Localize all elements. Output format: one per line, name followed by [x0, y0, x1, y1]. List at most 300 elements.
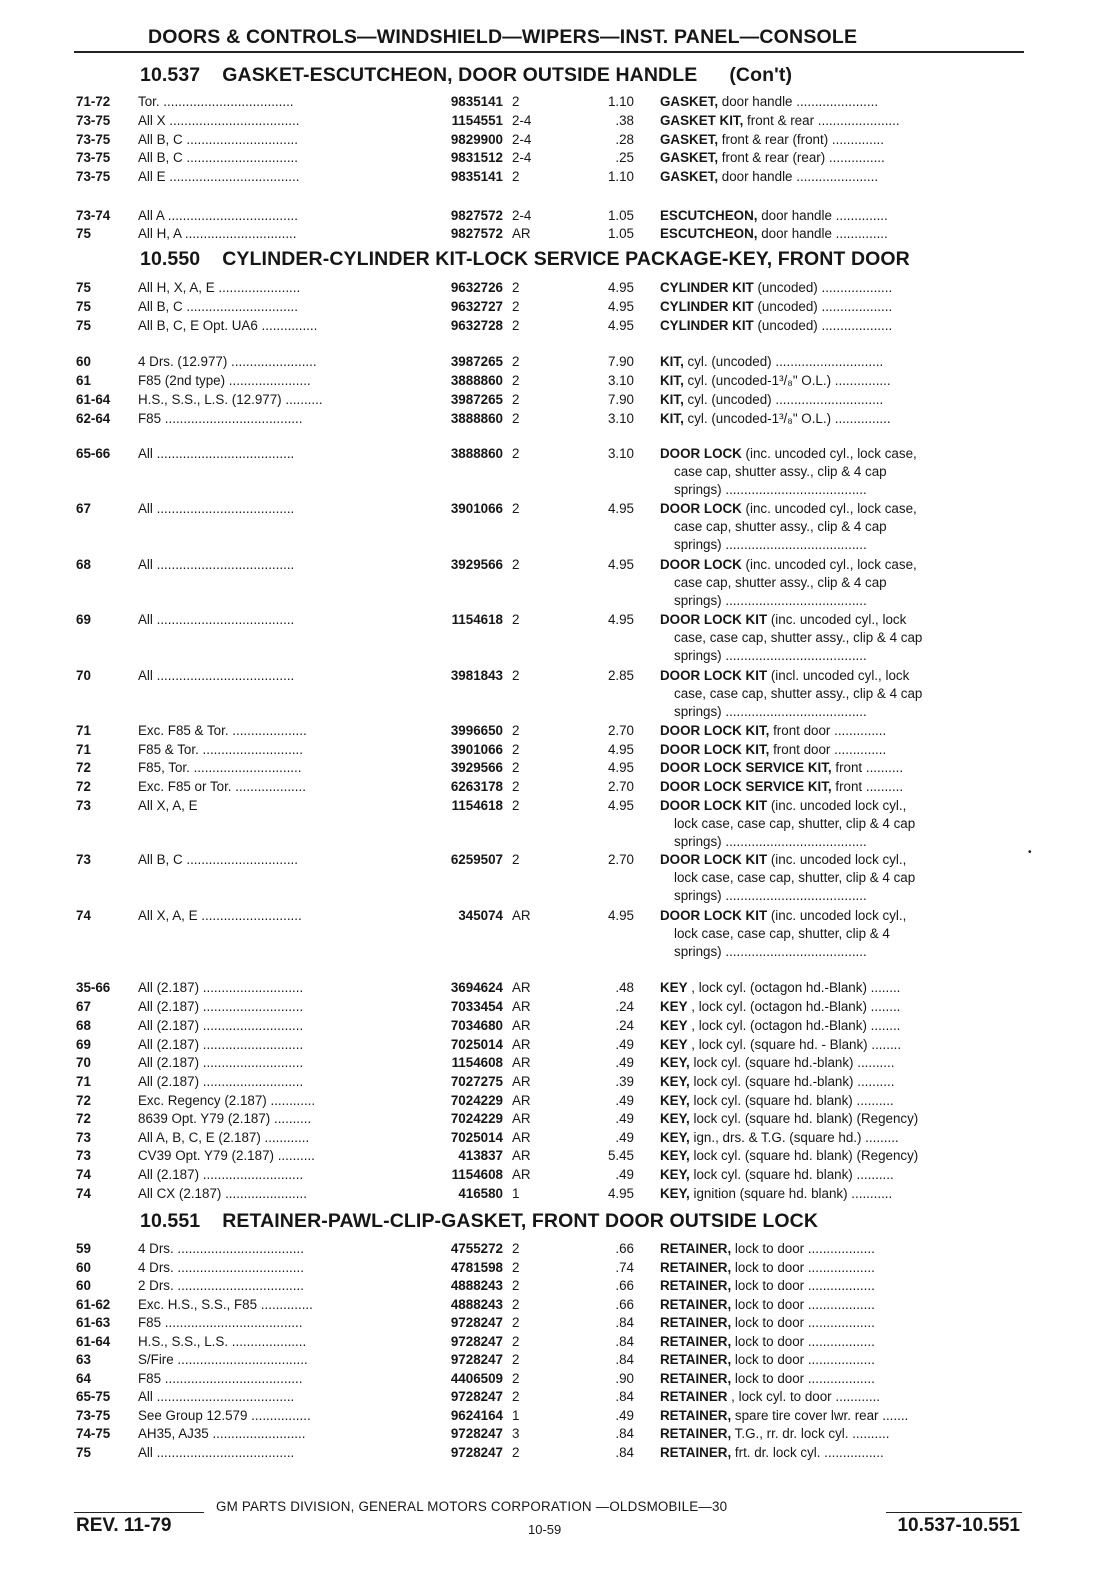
part-name: DOOR LOCK KIT [660, 798, 768, 813]
price-cell: 2.70 [607, 852, 634, 867]
part-detail: front door .............. [769, 742, 887, 757]
application-cell: Exc. H.S., S.S., F85 .............. [138, 1297, 313, 1312]
table-row [0, 499, 1100, 518]
quantity-cell: AR [512, 226, 531, 241]
part-detail: front .......... [831, 779, 904, 794]
description-continuation: springs) ...................................... [674, 648, 867, 663]
price-cell: 3.10 [607, 446, 634, 461]
part-name: KEY [660, 980, 688, 995]
price-cell: 4.95 [607, 798, 634, 813]
year-cell: 68 [76, 1018, 91, 1033]
description-cell [660, 1016, 1032, 1035]
part-detail: (uncoded) ................... [753, 280, 893, 295]
part-number-cell: 7024229 [450, 1093, 503, 1108]
description-cell [660, 850, 1032, 869]
part-detail: door handle ...................... [718, 169, 879, 184]
year-cell: 74 [76, 1167, 91, 1182]
year-cell: 61-63 [76, 1315, 111, 1330]
part-number-cell: 3987265 [450, 354, 503, 369]
price-cell: 4.95 [607, 299, 634, 314]
description-cell [660, 906, 1032, 925]
part-detail: , lock cyl. (octagon hd.-Blank) ........ [687, 1018, 901, 1033]
year-cell: 71 [76, 742, 91, 757]
year-cell: 73-75 [76, 169, 111, 184]
year-cell: 60 [76, 1260, 91, 1275]
table-row [0, 555, 1100, 574]
quantity-cell: 2 [512, 354, 520, 369]
description-cell [660, 167, 1032, 186]
part-detail: spare tire cover lwr. rear ....... [731, 1408, 909, 1423]
quantity-cell: AR [512, 1130, 531, 1145]
table-row [0, 390, 1100, 409]
table-row [0, 1239, 1100, 1258]
part-name: KIT, [660, 392, 684, 407]
part-detail: ignition (square hd. blank) ........... [689, 1186, 893, 1201]
description-continuation: springs) ...................................... [674, 888, 867, 903]
description-cell [660, 1387, 1032, 1406]
year-cell: 69 [76, 1037, 91, 1052]
description-cell [660, 206, 1032, 225]
description-cell [660, 390, 1032, 409]
year-cell: 61-64 [76, 392, 111, 407]
part-name: DOOR LOCK KIT [660, 908, 768, 923]
year-cell: 70 [76, 668, 91, 683]
description-continuation: case cap, shutter assy., clip & 4 cap [674, 519, 887, 534]
part-number-cell: 9831512 [450, 150, 503, 165]
part-name: ESCUTCHEON, [660, 208, 758, 223]
year-cell: 73 [76, 1130, 91, 1145]
quantity-cell: 2-4 [512, 208, 532, 223]
part-number-cell: 1154608 [451, 1167, 503, 1182]
description-cell [660, 1350, 1032, 1369]
table-row [0, 906, 1100, 925]
description-cell [660, 1443, 1032, 1462]
description-cell [660, 148, 1032, 167]
description-cell [660, 997, 1032, 1016]
part-number-cell: 9728247 [450, 1426, 503, 1441]
application-cell: All X, A, E [138, 798, 198, 813]
description-cell [660, 111, 1032, 130]
description-continuation: springs) ...................................... [674, 482, 867, 497]
part-number-cell: 9728247 [450, 1445, 503, 1460]
part-detail: front & rear (front) .............. [718, 132, 884, 147]
description-continuation: springs) ...................................... [674, 704, 867, 719]
price-cell: .84 [615, 1389, 634, 1404]
table-row [0, 1128, 1100, 1147]
description-cell [660, 721, 1032, 740]
table-row [0, 206, 1100, 225]
quantity-cell: 2 [512, 1445, 520, 1460]
application-cell: Tor. ................................... [138, 94, 294, 109]
part-detail: lock cyl. (square hd. blank) (Regency) [689, 1148, 919, 1163]
part-number-cell: 1154618 [451, 798, 503, 813]
quantity-cell: 2 [512, 446, 520, 461]
application-cell: See Group 12.579 ................ [138, 1408, 311, 1423]
description-cell [660, 409, 1032, 428]
part-number-cell: 1154618 [451, 612, 503, 627]
part-name: RETAINER, [660, 1278, 732, 1293]
part-name: KEY, [660, 1093, 690, 1108]
part-name: DOOR LOCK [660, 446, 742, 461]
year-cell: 61 [76, 373, 91, 388]
part-name: ESCUTCHEON, [660, 226, 758, 241]
part-number-cell: 9728247 [450, 1352, 503, 1367]
part-number-cell: 9624164 [450, 1408, 503, 1423]
part-number-cell: 3888860 [450, 373, 503, 388]
year-cell: 70 [76, 1055, 91, 1070]
price-cell: 4.95 [607, 280, 634, 295]
part-number-cell: 4406509 [450, 1371, 503, 1386]
part-name: RETAINER, [660, 1241, 732, 1256]
quantity-cell: 2 [512, 852, 520, 867]
part-detail: lock cyl. (square hd. blank) (Regency) [689, 1111, 919, 1126]
quantity-cell: 2 [512, 760, 520, 775]
part-name: CYLINDER KIT [660, 280, 754, 295]
description-continuation: lock case, case cap, shutter, clip & 4 [674, 926, 890, 941]
section-heading [140, 64, 792, 87]
price-cell: .49 [615, 1093, 634, 1108]
year-cell: 73 [76, 1148, 91, 1163]
part-name: RETAINER, [660, 1334, 732, 1349]
price-cell: .49 [615, 1167, 634, 1182]
description-cell [660, 352, 1032, 371]
price-cell: .66 [615, 1297, 634, 1312]
application-cell: All E ................................... [138, 169, 300, 184]
application-cell: F85, Tor. ............................. [138, 760, 302, 775]
quantity-cell: 2 [512, 94, 520, 109]
part-detail: lock to door .................. [731, 1352, 875, 1367]
table-row [0, 1184, 1100, 1203]
price-cell: 4.95 [607, 760, 634, 775]
part-number-cell: 7025014 [450, 1037, 503, 1052]
application-cell: All (2.187) ........................... [138, 1037, 304, 1052]
description-cell [660, 1053, 1032, 1072]
section-title: RETAINER-PAWL-CLIP-GASKET, FRONT DOOR OUTSIDE LOCK [222, 1210, 819, 1232]
application-cell: All B, C, E Opt. UA6 ............... [138, 318, 318, 333]
price-cell: .84 [615, 1352, 634, 1367]
price-cell: 4.95 [607, 742, 634, 757]
part-detail: (uncoded) ................... [753, 318, 893, 333]
part-number-cell: 345074 [458, 908, 503, 923]
part-number-cell: 4888243 [450, 1297, 503, 1312]
application-cell: F85 ..................................... [138, 1371, 303, 1386]
quantity-cell: 2 [512, 1241, 520, 1256]
part-number-cell: 9827572 [450, 208, 503, 223]
year-cell: 69 [76, 612, 91, 627]
price-cell: 3.10 [607, 411, 634, 426]
quantity-cell: AR [512, 1055, 531, 1070]
part-detail: lock cyl. (square hd. blank) .......... [689, 1093, 894, 1108]
description-cell [660, 1035, 1032, 1054]
quantity-cell: 2 [512, 501, 520, 516]
description-continuation: lock case, case cap, shutter, clip & 4 cap [674, 816, 916, 831]
part-number-cell: 3888860 [450, 446, 503, 461]
part-number-cell: 3929566 [450, 760, 503, 775]
price-cell: .74 [615, 1260, 634, 1275]
part-number-cell: 416580 [458, 1186, 503, 1201]
application-cell: All CX (2.187) ...................... [138, 1186, 307, 1201]
part-number-cell: 7025014 [450, 1130, 503, 1145]
part-name: GASKET KIT, [660, 113, 744, 128]
quantity-cell: 2 [512, 169, 520, 184]
table-row [0, 1313, 1100, 1332]
price-cell: 2.70 [607, 779, 634, 794]
description-cell [660, 1258, 1032, 1277]
part-number-cell: 9632727 [450, 299, 503, 314]
part-detail: (inc. uncoded lock cyl., [767, 908, 907, 923]
quantity-cell: 2 [512, 1334, 520, 1349]
part-detail: , lock cyl. (octagon hd.-Blank) ........ [687, 999, 901, 1014]
description-cell [660, 1184, 1032, 1203]
table-row [0, 1091, 1100, 1110]
quantity-cell: 2 [512, 557, 520, 572]
part-number-cell: 413837 [458, 1148, 503, 1163]
description-cell [660, 1276, 1032, 1295]
part-name: KEY, [660, 1055, 690, 1070]
part-number-cell: 9728247 [450, 1315, 503, 1330]
application-cell: All H, A .............................. [138, 226, 297, 241]
application-cell: CV39 Opt. Y79 (2.187) .......... [138, 1148, 315, 1163]
table-row [0, 409, 1100, 428]
table-row [0, 1258, 1100, 1277]
part-detail: (incl. uncoded cyl., lock [767, 668, 910, 683]
quantity-cell: 2 [512, 798, 520, 813]
table-row [0, 352, 1100, 371]
part-number-cell: 9835141 [450, 169, 503, 184]
price-cell: 1.10 [607, 94, 634, 109]
section-number: 10.551 [140, 1210, 201, 1232]
footer-rule-left [74, 1512, 204, 1513]
year-cell: 73-75 [76, 150, 111, 165]
application-cell: All H, X, A, E ...................... [138, 280, 301, 295]
section-heading [140, 248, 910, 271]
price-cell: .48 [615, 980, 634, 995]
application-cell: All (2.187) ........................... [138, 999, 304, 1014]
application-cell: 4 Drs. (12.977) ....................... [138, 354, 317, 369]
part-detail: lock to door .................. [731, 1278, 875, 1293]
part-number-cell: 1154608 [451, 1055, 503, 1070]
part-detail: , lock cyl. to door ............ [727, 1389, 881, 1404]
part-number-cell: 3981843 [450, 668, 503, 683]
description-cell [660, 1295, 1032, 1314]
part-name: KEY, [660, 1186, 690, 1201]
price-cell: .84 [615, 1426, 634, 1441]
table-row [0, 1072, 1100, 1091]
part-detail: front & rear (rear) ............... [718, 150, 885, 165]
application-cell: H.S., S.S., L.S. .................... [138, 1334, 307, 1349]
application-cell: All B, C .............................. [138, 299, 298, 314]
year-cell: 73-75 [76, 132, 111, 147]
part-name: GASKET, [660, 132, 719, 147]
application-cell: F85 & Tor. ........................... [138, 742, 303, 757]
table-row [0, 278, 1100, 297]
table-row [0, 758, 1100, 777]
price-cell: .90 [615, 1371, 634, 1386]
part-detail: front .......... [831, 760, 904, 775]
quantity-cell: AR [512, 1074, 531, 1089]
price-cell: 2.70 [607, 723, 634, 738]
quantity-cell: 2 [512, 1389, 520, 1404]
year-cell: 35-66 [76, 980, 111, 995]
application-cell: All A, B, C, E (2.187) ............ [138, 1130, 310, 1145]
part-detail: (uncoded) ................... [753, 299, 893, 314]
year-cell: 74 [76, 1186, 91, 1201]
part-name: KEY [660, 1018, 688, 1033]
quantity-cell: AR [512, 1111, 531, 1126]
application-cell: All ..................................... [138, 501, 295, 516]
stray-dot: • [1028, 847, 1032, 858]
year-cell: 75 [76, 280, 91, 295]
table-row [0, 1443, 1100, 1462]
year-cell: 73-75 [76, 113, 111, 128]
table-row [0, 224, 1100, 243]
price-cell: .49 [615, 1130, 634, 1145]
part-detail: cyl. (uncoded) ............................. [683, 354, 884, 369]
part-number-cell: 9632726 [450, 280, 503, 295]
application-cell: All ..................................... [138, 1445, 295, 1460]
description-cell [660, 444, 1032, 463]
price-cell: 7.90 [607, 392, 634, 407]
year-cell: 60 [76, 354, 91, 369]
year-cell: 60 [76, 1278, 91, 1293]
table-row [0, 1035, 1100, 1054]
section-title: CYLINDER-CYLINDER KIT-LOCK SERVICE PACKAGE-KEY, FRONT DOOR [222, 248, 910, 270]
part-detail: , lock cyl. (octagon hd.-Blank) ........ [687, 980, 901, 995]
description-cell [660, 224, 1032, 243]
year-cell: 74-75 [76, 1426, 111, 1441]
quantity-cell: 2 [512, 779, 520, 794]
application-cell: 4 Drs. .................................. [138, 1260, 304, 1275]
description-cell [660, 92, 1032, 111]
table-row [0, 1332, 1100, 1351]
table-row [0, 610, 1100, 629]
part-detail: frt. dr. lock cyl. ................ [731, 1445, 884, 1460]
application-cell: H.S., S.S., L.S. (12.977) .......... [138, 392, 323, 407]
part-detail: lock cyl. (square hd.-blank) .......... [689, 1074, 895, 1089]
price-cell: 1.05 [607, 226, 634, 241]
year-cell: 65-75 [76, 1389, 111, 1404]
price-cell: .25 [615, 150, 634, 165]
price-cell: .38 [615, 113, 634, 128]
part-name: KIT, [660, 373, 684, 388]
price-cell: .84 [615, 1334, 634, 1349]
part-name: RETAINER, [660, 1371, 732, 1386]
year-cell: 72 [76, 1093, 91, 1108]
table-row [0, 111, 1100, 130]
application-cell: All X, A, E ........................... [138, 908, 302, 923]
part-name: RETAINER, [660, 1260, 732, 1275]
description-continuation: springs) ...................................... [674, 944, 867, 959]
section-number: 10.537 [140, 64, 201, 86]
table-row [0, 777, 1100, 796]
part-detail: front door .............. [769, 723, 887, 738]
description-continuation: lock case, case cap, shutter, clip & 4 cap [674, 870, 916, 885]
description-cell [660, 1165, 1032, 1184]
table-row [0, 1350, 1100, 1369]
description-cell [660, 740, 1032, 759]
quantity-cell: 2 [512, 1352, 520, 1367]
quantity-cell: 2 [512, 411, 520, 426]
part-number-cell: 7024229 [450, 1111, 503, 1126]
price-cell: .66 [615, 1278, 634, 1293]
part-name: KIT, [660, 411, 684, 426]
table-row [0, 1146, 1100, 1165]
part-name: KEY [660, 1037, 688, 1052]
quantity-cell: 1 [512, 1186, 520, 1201]
part-name: KEY [660, 999, 688, 1014]
part-name: DOOR LOCK KIT [660, 668, 768, 683]
part-name: CYLINDER KIT [660, 299, 754, 314]
description-continuation: case, case cap, shutter assy., clip & 4 cap [674, 686, 923, 701]
table-row [0, 1406, 1100, 1425]
part-detail: (inc. uncoded cyl., lock case, [741, 446, 917, 461]
description-cell [660, 978, 1032, 997]
table-row [0, 850, 1100, 869]
section-title: GASKET-ESCUTCHEON, DOOR OUTSIDE HANDLE [222, 64, 698, 86]
description-cell [660, 1313, 1032, 1332]
part-detail: door handle ...................... [718, 94, 879, 109]
quantity-cell: 2 [512, 668, 520, 683]
part-name: RETAINER, [660, 1408, 732, 1423]
application-cell: All (2.187) ........................... [138, 1074, 304, 1089]
year-cell: 64 [76, 1371, 91, 1386]
part-detail: lock to door .................. [731, 1241, 875, 1256]
part-number-cell: 7033454 [450, 999, 503, 1014]
description-cell [660, 610, 1032, 629]
quantity-cell: AR [512, 908, 531, 923]
part-name: KIT, [660, 354, 684, 369]
quantity-cell: 2 [512, 1278, 520, 1293]
footer-publisher: GM PARTS DIVISION, GENERAL MOTORS CORPORATION —OLDSMOBILE—30 [216, 1499, 728, 1514]
year-cell: 73 [76, 798, 91, 813]
footer-group-range: 10.537-10.551 [897, 1515, 1020, 1536]
part-name: KEY, [660, 1130, 690, 1145]
header-rule [74, 51, 1024, 53]
part-name: DOOR LOCK KIT [660, 612, 768, 627]
description-cell [660, 555, 1032, 574]
price-cell: 1.10 [607, 169, 634, 184]
table-row [0, 1387, 1100, 1406]
quantity-cell: 2-4 [512, 113, 532, 128]
application-cell: All ..................................... [138, 612, 295, 627]
description-cell [660, 1424, 1032, 1443]
part-number-cell: 6263178 [450, 779, 503, 794]
table-row [0, 297, 1100, 316]
description-cell [660, 316, 1032, 335]
application-cell: All A ................................... [138, 208, 298, 223]
description-cell [660, 130, 1032, 149]
quantity-cell: AR [512, 980, 531, 995]
year-cell: 62-64 [76, 411, 111, 426]
table-row [0, 148, 1100, 167]
description-cell [660, 777, 1032, 796]
price-cell: .24 [615, 999, 634, 1014]
description-cell [660, 1332, 1032, 1351]
quantity-cell: AR [512, 1018, 531, 1033]
year-cell: 73 [76, 852, 91, 867]
part-number-cell: 3901066 [450, 501, 503, 516]
footer-revision: REV. 11-79 [76, 1515, 172, 1536]
part-number-cell: 3987265 [450, 392, 503, 407]
table-row [0, 1016, 1100, 1035]
table-row [0, 721, 1100, 740]
price-cell: .24 [615, 1018, 634, 1033]
part-name: RETAINER [660, 1389, 728, 1404]
section-number: 10.550 [140, 248, 201, 270]
application-cell: 8639 Opt. Y79 (2.187) .......... [138, 1111, 312, 1126]
part-name: RETAINER, [660, 1426, 732, 1441]
price-cell: 1.05 [607, 208, 634, 223]
